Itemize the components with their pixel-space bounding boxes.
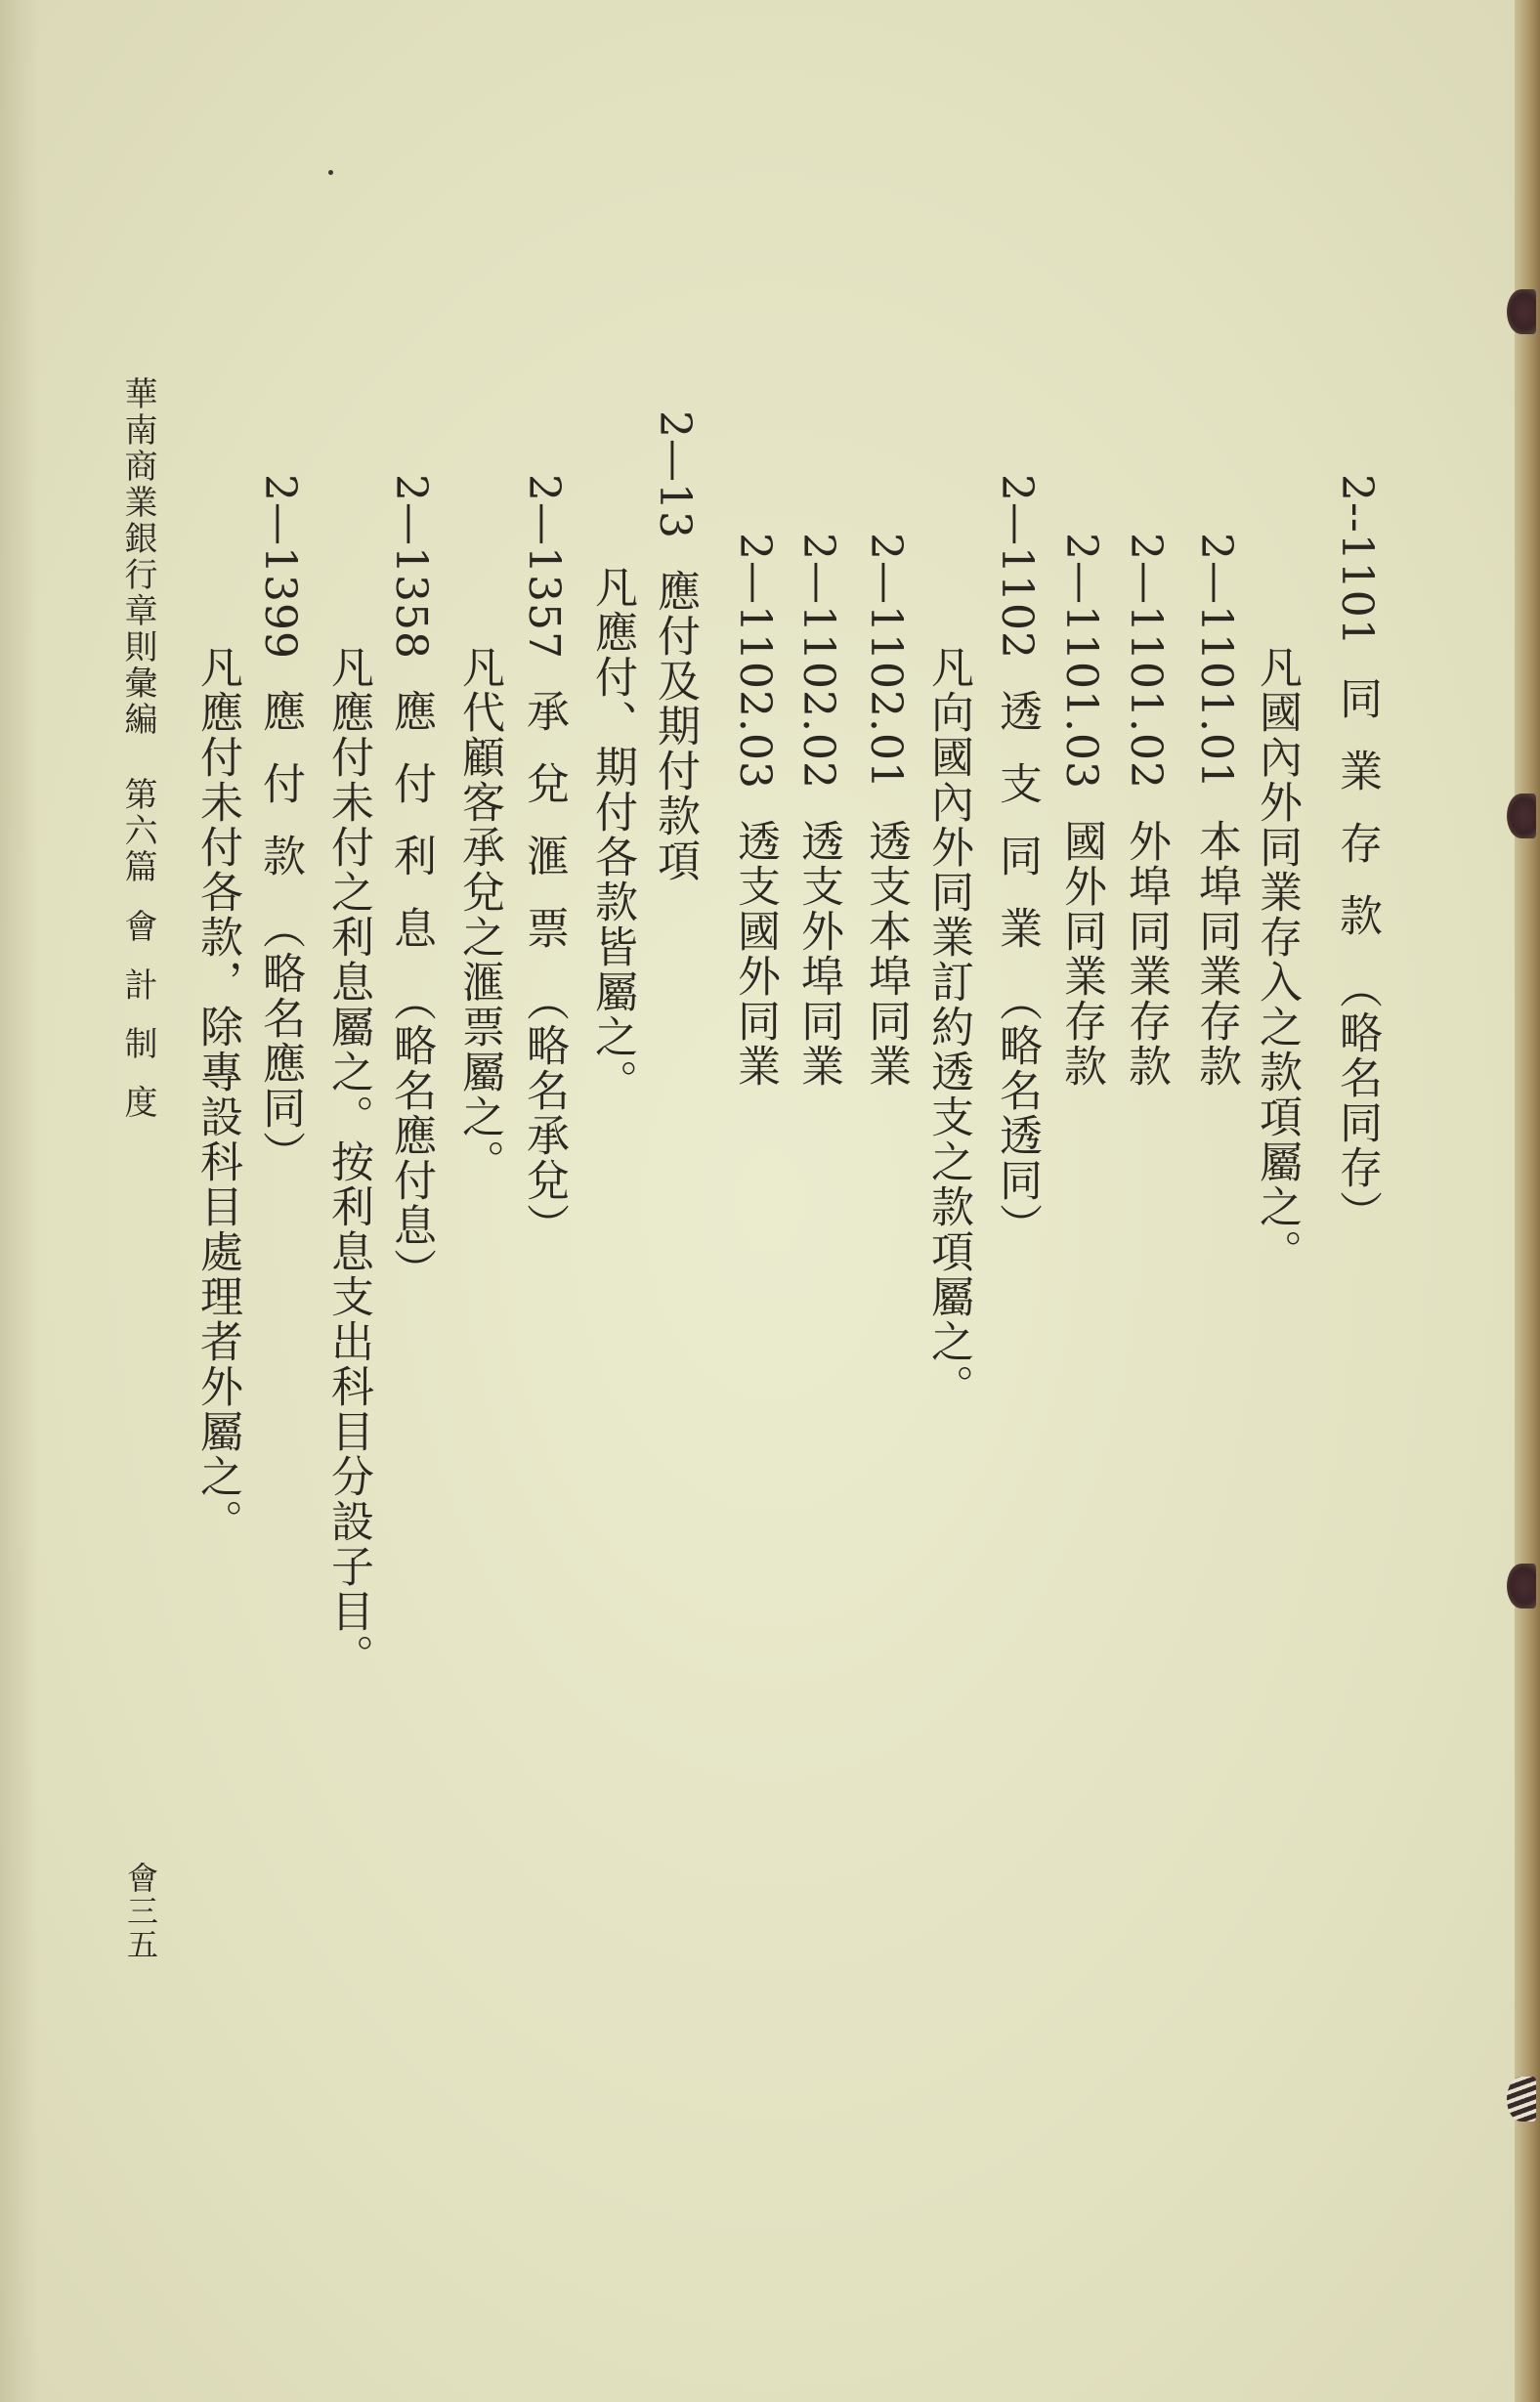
subitem-title: 外埠同業存款 xyxy=(1121,818,1171,1089)
entry-description: 凡應付未付各款，除專設科目處理者外屬之。 xyxy=(192,645,242,1544)
account-title: 同業存款 xyxy=(1332,675,1382,965)
account-abbr: （略名應付息） xyxy=(386,977,436,1293)
book-title: 華南商業銀行章則彙編 xyxy=(118,376,157,738)
account-title: 承兌滙票 xyxy=(519,688,569,978)
subitem-title: 本埠同業存款 xyxy=(1191,818,1241,1089)
subitem-2-1102-01 xyxy=(861,533,911,1089)
entry-description: 凡應付、期付各款皆屬之。 xyxy=(587,565,637,1104)
page-gutter-shadow xyxy=(0,0,39,2402)
entry-description: 凡向國內外同業訂約透支之款項屬之。 xyxy=(923,645,973,1409)
subitem-2-1101-02 xyxy=(1121,533,1171,1089)
page-edge xyxy=(1515,0,1540,2402)
binding-hole-4 xyxy=(1507,2077,1536,2122)
entry-header-2-1357 xyxy=(519,474,569,1248)
account-code: 2—1102 xyxy=(992,474,1042,660)
subitem-2-1102-02 xyxy=(793,533,843,1089)
account-title: 透支同業 xyxy=(992,688,1042,978)
subitem-title: 透支外埠同業 xyxy=(793,818,843,1089)
chapter-label: 第六篇 xyxy=(118,777,157,885)
account-abbr: （略名應同） xyxy=(255,905,305,1176)
entry-header-2-1102 xyxy=(992,474,1042,1248)
entry-description: 凡國內外同業存入之款項屬之。 xyxy=(1252,645,1302,1274)
entry-header-2-1101 xyxy=(1332,474,1382,1235)
binding-hole-1 xyxy=(1507,289,1536,334)
binding-hole-2 xyxy=(1507,794,1536,838)
page-number: 會三五 xyxy=(122,1862,159,1961)
account-code: 2--1101 xyxy=(1332,474,1382,647)
entry-header-2-13 xyxy=(650,410,700,883)
account-title: 應付利息 xyxy=(386,688,436,978)
subitem-2-1101-01 xyxy=(1191,533,1241,1089)
subitem-title: 透支國外同業 xyxy=(730,818,780,1089)
subitem-code: 2—1102.03 xyxy=(730,533,780,790)
subitem-code: 2—1101.01 xyxy=(1191,533,1241,790)
binding-hole-3 xyxy=(1507,1564,1536,1608)
account-code: 2—1358 xyxy=(386,474,436,660)
entry-header-2-1399 xyxy=(255,474,305,1176)
subitem-2-1102-03 xyxy=(730,533,780,1089)
entry-header-2-1358 xyxy=(386,474,436,1293)
subitem-code: 2—1102.01 xyxy=(861,533,911,790)
section-label: 會計制度 xyxy=(118,909,157,1143)
subitem-code: 2—1102.02 xyxy=(793,533,843,790)
account-title: 應付及期付款項 xyxy=(650,568,700,883)
subitem-title: 國外同業存款 xyxy=(1056,818,1106,1089)
subitem-title: 透支本埠同業 xyxy=(861,818,911,1089)
subitem-code: 2—1101.03 xyxy=(1056,533,1106,790)
subitem-2-1101-03 xyxy=(1056,533,1106,1089)
account-abbr: （略名透同） xyxy=(992,977,1042,1248)
entry-description: 凡應付未付之利息屬之。按利息支出科目分設子目。 xyxy=(323,645,373,1679)
paper-speck xyxy=(328,170,333,175)
account-code: 2—13 xyxy=(650,410,700,539)
account-code: 2—1357 xyxy=(519,474,569,660)
account-abbr: （略名同存） xyxy=(1332,965,1382,1235)
entry-description: 凡代顧客承兌之滙票屬之。 xyxy=(454,645,504,1184)
account-abbr: （略名承兌） xyxy=(519,977,569,1248)
running-footer xyxy=(118,376,157,1143)
account-title: 應付款 xyxy=(255,688,305,906)
account-code: 2—1399 xyxy=(255,474,305,660)
subitem-code: 2—1101.02 xyxy=(1121,533,1171,790)
